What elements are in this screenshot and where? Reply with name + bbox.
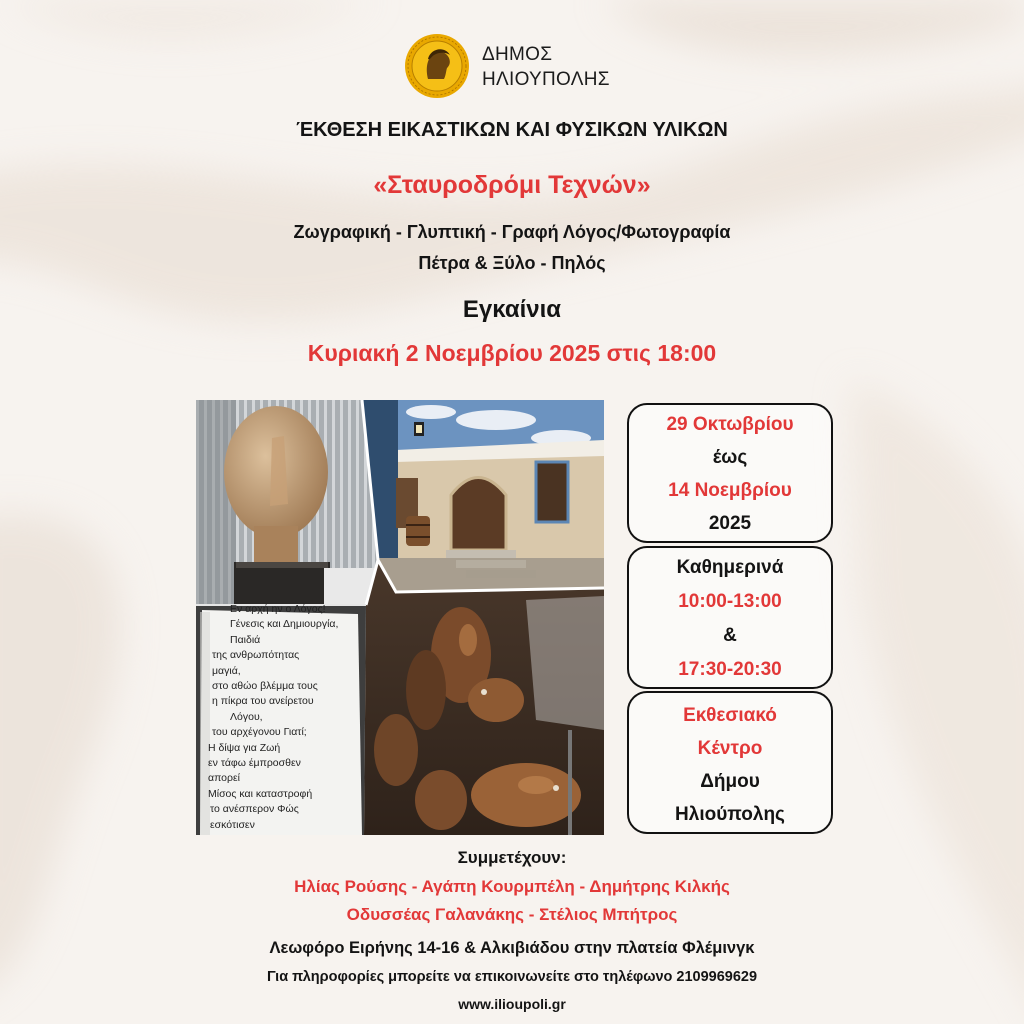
poem-line: Λόγου, (230, 710, 263, 723)
carving-figure (374, 714, 418, 786)
municipality-line-1: ΔΗΜΟΣ (482, 44, 553, 65)
step (466, 570, 536, 578)
venue-line-4: Ηλιούπολης (675, 804, 785, 825)
venue-address: Λεωφόρο Ειρήνης 14-16 & Αλκιβιάδου στην πλατεία Φλέμινγκ (269, 939, 755, 957)
carving-horse-head (471, 763, 581, 827)
pedestal (234, 562, 330, 605)
poem-line: Η δίψα για Ζωή (208, 741, 281, 754)
categories-line-2: Πέτρα & Ξύλο - Πηλός (418, 253, 606, 273)
venue-line-3: Δήμου (700, 771, 760, 792)
photo-collage (196, 400, 604, 835)
hours-box (627, 546, 833, 689)
brush-stroke (0, 0, 380, 38)
period-separator: έως (712, 447, 748, 468)
participants-label: Συμμετέχουν: (457, 848, 567, 867)
poem-line: μαγιά, (212, 664, 241, 677)
head-neck (254, 526, 298, 568)
hours-label: Καθημερινά (676, 557, 784, 578)
exhibition-title: ΈΚΘΕΣΗ ΕΙΚΑΣΤΙΚΩΝ ΚΑΙ ΦΥΣΙΚΩΝ ΥΛΙΚΩΝ (296, 119, 728, 141)
municipality-seal-icon (404, 33, 470, 99)
poem-line: της ανθρωπότητας (212, 649, 300, 662)
step (456, 560, 526, 568)
wood-highlight (518, 776, 554, 794)
website-url: www.ilioupoli.gr (458, 996, 566, 1012)
barrel (406, 516, 430, 546)
arched-doorway (451, 478, 506, 551)
contact-info: Για πληροφορίες μπορείτε να επικοινωνείτε στο τηλέφωνο 2109969629 (266, 969, 758, 985)
poem-text (200, 602, 364, 833)
poem-line: Παιδιά (230, 633, 261, 646)
carving-eye (481, 689, 487, 695)
period-year: 2025 (708, 513, 752, 534)
brush-stroke (0, 514, 121, 1000)
photo-village-model (362, 400, 604, 592)
hours-joiner: & (723, 625, 737, 646)
carving-snout (468, 678, 524, 722)
exhibition-name: «Σταυροδρόμι Τεχνών» (373, 171, 651, 199)
glass-reflection (526, 596, 604, 730)
poem-line: στο αθώο βλέμμα τους (212, 680, 318, 693)
metal-stand (568, 730, 572, 835)
carving-small (415, 770, 467, 830)
cloud (456, 410, 536, 430)
carving-eye (553, 785, 559, 791)
poem-line: εσκότισεν (210, 818, 255, 831)
wood-highlight (459, 624, 477, 656)
poem-line: απορεί (208, 772, 240, 785)
categories-line-1: Ζωγραφική - Γλυπτική - Γραφή Λόγος/Φωτογραφία (293, 222, 731, 242)
barrel-band (406, 524, 430, 526)
pedestal-top (236, 562, 328, 568)
brush-stroke (850, 380, 1024, 1024)
venue-line-1: Εκθεσιακό (683, 705, 777, 726)
venue-box (627, 691, 833, 834)
poem-line: Μίσος και καταστροφή (208, 787, 313, 800)
step (446, 550, 516, 558)
period-box (627, 403, 833, 543)
participants-line-2: Οδυσσέας Γαλανάκης - Στέλιος Μπήτρος (346, 905, 678, 924)
period-start: 29 Οκτωβρίου (666, 414, 794, 435)
lamp-glass (416, 425, 422, 433)
hours-evening: 17:30-20:30 (678, 659, 782, 680)
side-door (536, 462, 568, 522)
brush-stroke (600, 0, 1024, 55)
hours-morning: 10:00-13:00 (678, 591, 782, 612)
poem-line: η πίκρα του ανείρετου (212, 695, 314, 708)
carving-root (406, 650, 446, 730)
photo-sculpture-head (196, 400, 378, 605)
poem-line: Γένεσις και Δημιουργία, (230, 618, 339, 631)
venue-line-2: Κέντρο (697, 738, 763, 759)
poem-line: εν τάφω έμπροσθεν (208, 757, 301, 770)
municipality-name (482, 42, 610, 92)
poem-line: του αρχέγονου Γιατί; (212, 726, 307, 739)
poem-line: το ανέσπερον Φώς (210, 803, 299, 816)
opening-datetime: Κυριακή 2 Νοεμβρίου 2025 στις 18:00 (307, 340, 717, 366)
barrel-band (406, 536, 430, 538)
opening-label: Εγκαίνια (462, 296, 562, 323)
participants-line-1: Ηλίας Ρούσης - Αγάπη Κουρμπέλη - Δημήτρης Κιλκής (294, 877, 730, 896)
period-end: 14 Νοεμβρίου (668, 480, 792, 501)
cloud (406, 405, 456, 419)
poem-line: Εν αρχή ην ο Λόγος! (230, 603, 326, 615)
municipality-line-2: ΗΛΙΟΥΠΟΛΗΣ (482, 69, 610, 90)
